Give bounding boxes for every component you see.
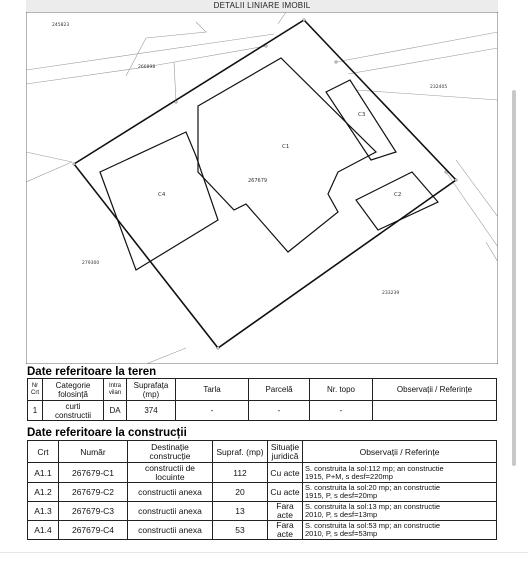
parcel-label-266898: 266898 [138, 65, 156, 70]
col-suprafata: Suprafața (mp) [127, 379, 176, 401]
col-nr-crt: Nr Crt [28, 379, 43, 401]
col-parcela: Parcelă [249, 379, 310, 401]
col-categorie: Categorie folosință [43, 379, 104, 401]
col-tarla: Tarla [176, 379, 249, 401]
map-frame [26, 12, 498, 364]
table-row: A1.1 267679-C1 constructii de locuinte 112 Cu acte S. construita la sol:112 mp; an constructie 1915, P+M, s desf=220mp [28, 463, 497, 483]
table-row: 1 curti constructii DA 374 - - - [28, 401, 497, 421]
table-row: A1.3 267679-C3 constructii anexa 13 Fara acte S. construita la sol:13 mp; an constructie 2010, P, s desf=13mp [28, 502, 497, 521]
col-situatie: Situație juridică [268, 441, 303, 463]
main-parcel-label: 267679 [248, 178, 268, 184]
col-nr-topo: Nr. topo [310, 379, 373, 401]
page-bottom-divider [0, 552, 528, 553]
parcel-label-279300: 279300 [82, 261, 100, 266]
col-destinatie: Destinație construcție [128, 441, 213, 463]
col-supraf: Supraf. (mp) [213, 441, 268, 463]
parcel-label-233239: 233239 [382, 291, 400, 296]
col-numar: Număr [59, 441, 128, 463]
building-label-c3: C3 [358, 112, 366, 118]
constructii-section-title: Date referitoare la construcții [27, 427, 187, 439]
constructii-table [27, 440, 497, 540]
col-intravilan: Intra vilan [104, 379, 127, 401]
table-row: A1.4 267679-C4 constructii anexa 53 Fara acte S. construita la sol:53 mp; an constructie 2010, P, s desf=53mp [28, 521, 497, 540]
document-title: DETALII LINIARE IMOBIL [213, 1, 311, 10]
col-observatii: Observații / Referințe [373, 379, 497, 401]
parcel-label-245823: 245823 [52, 23, 70, 28]
col-crt: Crt [28, 441, 59, 463]
teren-table [27, 378, 497, 421]
scrollbar-thumb[interactable] [512, 90, 516, 466]
cadastral-map [26, 12, 498, 364]
parcel-label-232405: 232405 [430, 85, 448, 90]
col-observatii: Observații / Referințe [303, 441, 497, 463]
building-label-c1: C1 [282, 144, 290, 150]
building-label-c4: C4 [158, 192, 166, 198]
building-label-c2: C2 [394, 192, 402, 198]
table-row: A1.2 267679-C2 constructii anexa 20 Cu acte S. construita la sol:20 mp; an constructie 1915, P, s desf=20mp [28, 483, 497, 502]
teren-section-title: Date referitoare la teren [27, 366, 157, 378]
